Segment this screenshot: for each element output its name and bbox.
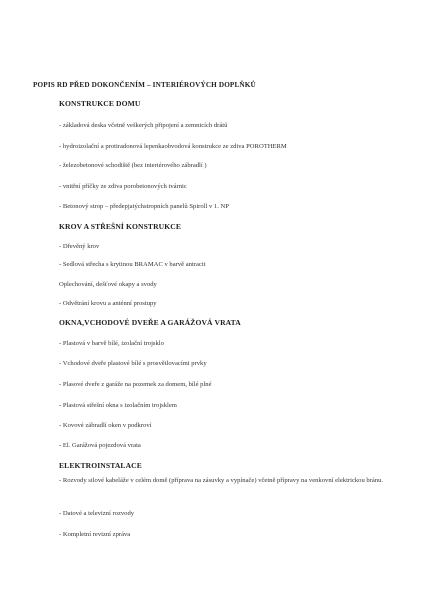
list-item: - Sedlová střecha s krytinou BRAMAC v barvě antracit bbox=[59, 261, 206, 268]
list-item: - Kovové zábradlí oken v podkroví bbox=[59, 422, 152, 429]
list-item: - Kompletní revizní zpráva bbox=[59, 531, 131, 538]
document-title: POPIS RD PŘED DOKONČENÍM – INTERIÉROVÝCH DOPLŇKŮ bbox=[33, 81, 256, 89]
list-item: - Datové a televizní rozvody bbox=[59, 510, 135, 517]
section-heading-okna: OKNA,VCHODOVÉ DVEŘE A GARÁŽOVÁ VRATA bbox=[59, 318, 241, 327]
list-item: - Dřevěný krov bbox=[59, 243, 100, 250]
list-item: - Plasové dveře z garáže na pozemek za domem, bílé plné bbox=[59, 381, 212, 388]
section-heading-elektroinstalace: ELEKTROINSTALACE bbox=[59, 461, 142, 470]
list-item: - Vchodové dveře plastové bílé s prosvětlovacími prvky bbox=[59, 360, 207, 367]
list-item: - základová deska včetně veškerých připojení a zemnicích drátů bbox=[59, 122, 228, 129]
list-item: - Rozvody silové kabeláže v celém domě (příprava na zásuvky a vypínače) včetně přípravy na venkovní elektrickou bránu. bbox=[59, 477, 384, 484]
list-item: Oplechování, dešťové okapy a svody bbox=[59, 281, 157, 288]
list-item: - vnitřní příčky ze zdiva porobetonových tvárnic bbox=[59, 183, 187, 190]
list-item: - Plastová v barvě bílé, izolační trojsklo bbox=[59, 340, 164, 347]
list-item: - El. Garážová pojezdová vrata bbox=[59, 442, 141, 449]
section-heading-krov: KROV A STŘEŠNÍ KONSTRUKCE bbox=[59, 222, 181, 231]
list-item: - železobetonové schodiště (bez interiérového zábradlí ) bbox=[59, 162, 207, 169]
list-item: - Plastová střešní okna s izolačním trojsklem bbox=[59, 402, 177, 409]
list-item: - Odvětrání krovu a anténní prostupy bbox=[59, 300, 157, 307]
list-item: - Betonový strop – předepjatýchstropních panelů Spiroll v 1. NP bbox=[59, 203, 229, 210]
list-item: - hydroizolační a protiradonová lepenkaobvodová konstrukce ze zdiva POROTHERM bbox=[59, 143, 287, 150]
section-heading-konstrukce: KONSTRUKCE DOMU bbox=[59, 99, 141, 108]
